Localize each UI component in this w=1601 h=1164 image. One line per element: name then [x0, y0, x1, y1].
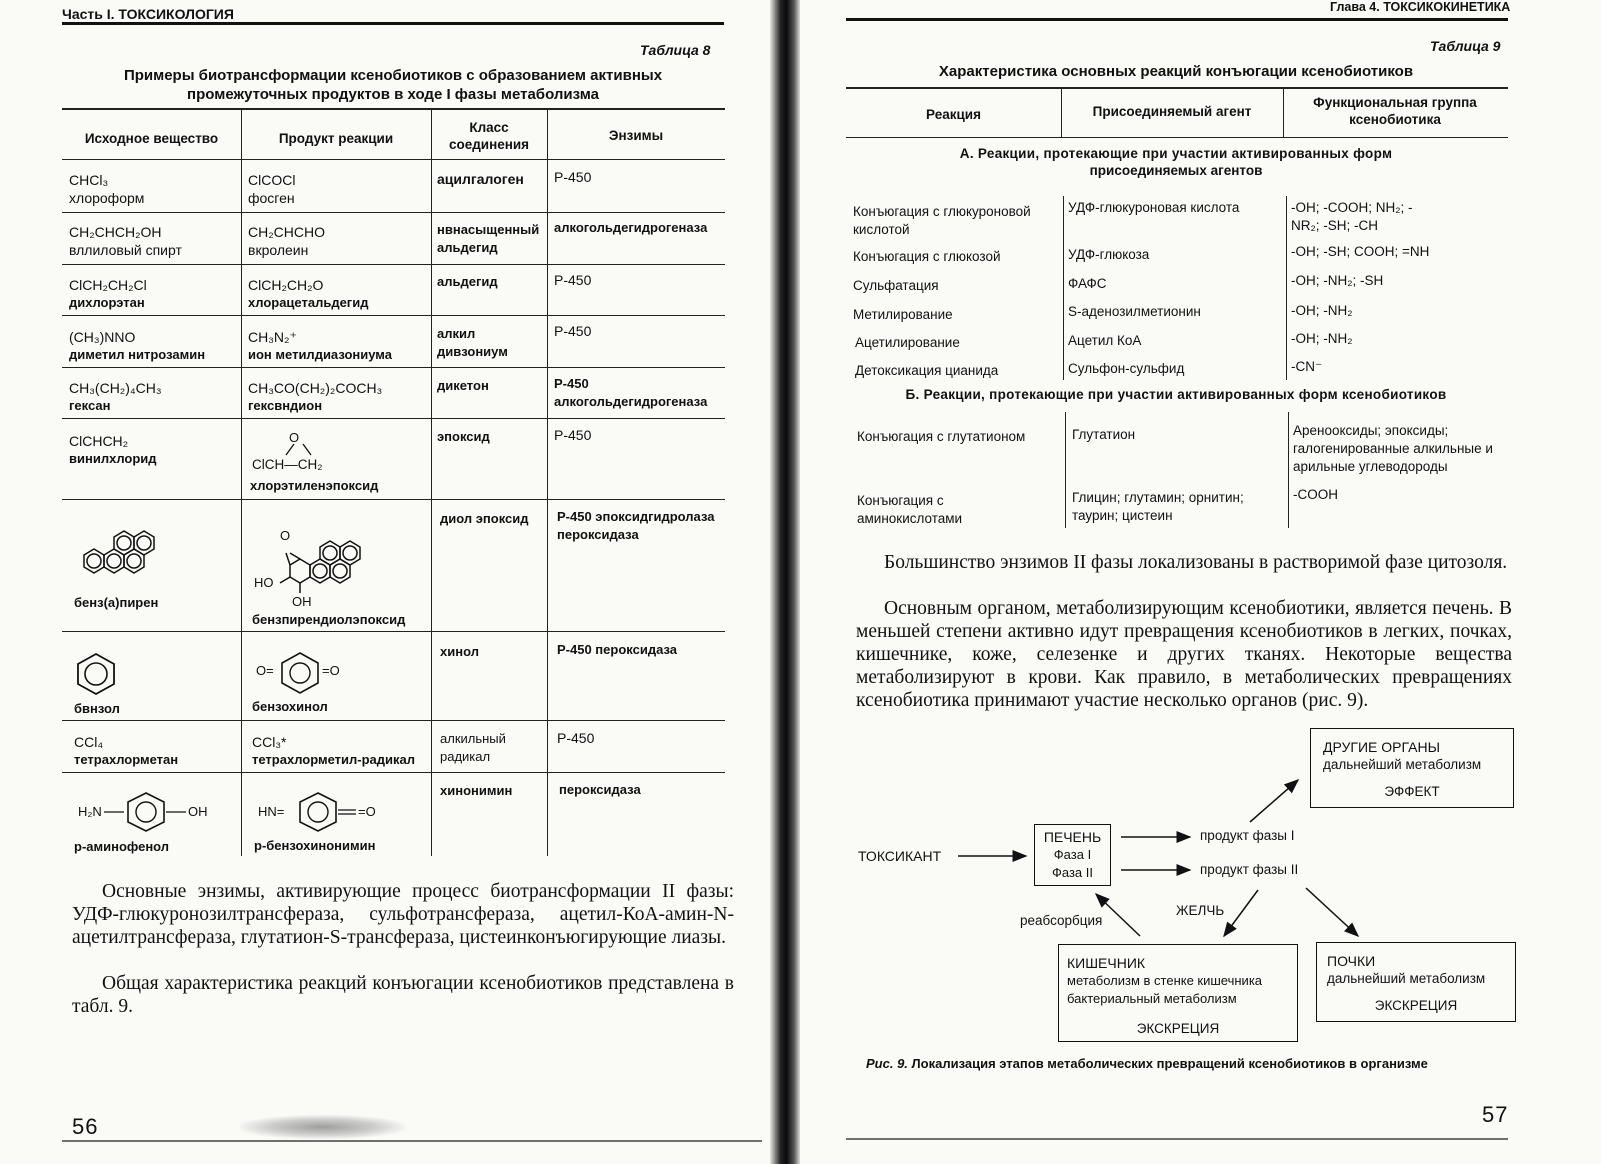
other-organs-metabolism: дальнейший метаболизм	[1323, 757, 1482, 772]
diolepoxide-ho: HO	[254, 575, 274, 590]
kidneys-box	[1316, 942, 1516, 1022]
figure-caption-text: Локализация этапов метаболических превращений ксенобиотиков в организме	[911, 1056, 1428, 1071]
source-formula: CH₂CHCH₂OH	[69, 224, 162, 240]
table9-title: Характеристика основных реакций конъюгации ксенобиотиков	[938, 63, 1414, 80]
intestine-box	[1058, 944, 1298, 1042]
section-b-title: Б. Реакции, протекающие при участии активированных форм ксенобиотиков	[905, 387, 1447, 402]
epoxide-oxygen: O	[289, 430, 300, 445]
product-name: хлорэтиленэпоксид	[250, 478, 379, 493]
enzyme-cell: P-450	[554, 427, 592, 443]
intestine-title: КИШЕЧНИК	[1067, 955, 1146, 971]
group-cell: Аренооксиды; эпоксиды; галогенированные алкильные и арильные углеводороды	[1293, 423, 1493, 474]
group-cell: -OH; -NH₂	[1291, 331, 1353, 346]
product-phase-2-label: продукт фазы II	[1200, 862, 1299, 877]
table9-header-agent: Присоединяемый агент	[1092, 104, 1252, 119]
product-formula: CH₃N₂⁺	[248, 329, 297, 345]
source-name: гексан	[69, 398, 111, 413]
left-running-head: Часть I. ТОКСИКОЛОГИЯ	[62, 6, 234, 22]
reaction-cell: Конъюгация с глюкуроновой кислотой	[853, 204, 1031, 237]
enzyme-cell: пероксидаза	[559, 782, 641, 797]
source-name: вллиловый спирт	[69, 242, 182, 258]
source-formula: CH₃(CH₂)₄CH₃	[69, 380, 162, 396]
group-cell: -COOH	[1293, 487, 1338, 502]
product-name: гексвндион	[248, 398, 323, 413]
reaction-cell: Метилирование	[853, 307, 953, 322]
intestine-bacterial-metabolism: бактериальный метаболизм	[1067, 991, 1237, 1006]
intestine-excretion: ЭКСКРЕЦИЯ	[1136, 1021, 1220, 1036]
bile-label: ЖЕЛЧЬ	[1176, 903, 1225, 918]
diolepoxide-oxygen: O	[280, 528, 291, 543]
group-cell: -OH; -COOH; NH₂; -NR₂; -SH; -CH	[1291, 200, 1413, 233]
class-cell: алкил дивзониум	[437, 326, 508, 359]
product-name: тетрахлорметил-радикал	[252, 752, 416, 767]
product-formula: CCl₃*	[252, 734, 287, 750]
source-formula: CCl₄	[74, 734, 104, 750]
product-phase-1-label: продукт фазы I	[1200, 828, 1295, 843]
agent-cell: ФАФС	[1068, 276, 1107, 291]
enzyme-cell: P-450	[557, 730, 595, 746]
class-cell: эпоксид	[437, 429, 490, 444]
reaction-cell: Конъюгация с аминокислотами	[857, 493, 963, 526]
aminophenol-oh: OH	[188, 804, 208, 819]
kidneys-title: ПОЧКИ	[1327, 953, 1376, 969]
reabsorption-label: реабсорбция	[1020, 913, 1103, 928]
quinone-o-left: O=	[256, 663, 274, 678]
figure-label: Рис. 9.	[866, 1056, 908, 1071]
agent-cell: УДФ-глюкуроновая кислота	[1068, 200, 1240, 215]
table8-header-enzymes: Энзимы	[608, 128, 664, 143]
kidneys-excretion: ЭКСКРЕЦИЯ	[1374, 998, 1458, 1013]
source-name: дихлорэтан	[69, 295, 145, 310]
agent-cell: Глицин; глутамин; орнитин; таурин; цистеин	[1072, 490, 1244, 523]
reaction-cell: Конъюгация с глюкозой	[853, 249, 1001, 264]
right-bottom-edge	[846, 1138, 1508, 1140]
other-organs-title: ДРУГИЕ ОРГАНЫ	[1323, 739, 1440, 755]
right-running-head: Глава 4. ТОКСИКОКИНЕТИКА	[1330, 0, 1511, 14]
table9-header-group: Функциональная группа ксенобиотика	[1313, 95, 1477, 127]
table9-number: Таблица 9	[1430, 38, 1501, 54]
reaction-cell: Ацетилирование	[855, 335, 960, 350]
reaction-cell: Детоксикация цианида	[855, 363, 999, 378]
source-name: бенз(а)пирен	[74, 595, 159, 610]
liver-phase-2: Фаза II	[1052, 865, 1093, 880]
quinonimine-hn: HN=	[258, 804, 285, 819]
liver-title: ПЕЧЕНЬ	[1043, 829, 1102, 845]
diolepoxide-oh: OH	[292, 594, 312, 609]
class-cell: диол эпоксид	[440, 511, 529, 526]
product-name: ион метилдиазониума	[248, 347, 392, 362]
class-cell: хинол	[440, 644, 479, 659]
table8-title-line2: промежуточных продуктов в ходе I фазы метаболизма	[187, 86, 599, 103]
enzyme-cell: P-450 алкогольдегидрогеназа	[554, 376, 708, 409]
section-a-title-line1: А. Реакции, протекающие при участии активированных форм	[959, 146, 1393, 161]
reaction-cell: Конъюгация с глутатионом	[857, 429, 1026, 444]
agent-cell: Ацетил КоА	[1068, 333, 1142, 348]
agent-cell: Глутатион	[1072, 427, 1136, 442]
group-cell: -OH; -NH₂	[1291, 303, 1353, 318]
product-formula: ClCH₂CH₂O	[248, 277, 324, 293]
product-name: p-бензохинонимин	[254, 838, 376, 853]
agent-cell: S-аденозилметионин	[1068, 304, 1201, 319]
enzyme-cell: P-450 эпоксидгидролаза пероксидаза	[557, 509, 715, 542]
intestine-wall-metabolism: метаболизм в стенке кишечника	[1067, 973, 1263, 988]
enzyme-cell: P-450	[554, 323, 592, 339]
product-name: хлорацетальдегид	[248, 295, 369, 310]
toxicant-label: ТОКСИКАНТ	[858, 848, 942, 864]
table8-header-source: Исходное вещество	[84, 131, 219, 146]
class-cell: альдегид	[437, 274, 498, 289]
reaction-cell: Сульфатация	[853, 278, 939, 293]
source-name: винилхлорид	[69, 451, 157, 466]
table8-header-class: Класс соединения	[448, 120, 530, 152]
product-formula: ClCOCl	[248, 172, 296, 188]
source-name: хлороформ	[69, 190, 145, 206]
left-paragraph-1: Основные энзимы, активирующие процесс биотрансформации II фазы: УДФ-глюкуронозилтрансфераза, сульфотрансфераза, ацетил-КоА-амин-N-ацетилтрансфераза, глутатион-S-трансфераза, цистеинконъюгирующие лиазы.	[72, 881, 734, 948]
liver-phase-1: Фаза I	[1053, 847, 1092, 862]
figure-caption	[866, 1056, 1428, 1071]
source-name: бвнзол	[74, 701, 120, 716]
table9-header-reaction: Реакция	[926, 107, 981, 122]
table8-header-product: Продукт реакции	[278, 131, 394, 146]
enzyme-cell: P-450	[554, 169, 592, 185]
epoxide-formula: ClCH—CH₂	[252, 457, 323, 472]
source-formula: ClCHCH₂	[69, 433, 129, 449]
enzyme-cell: алкогольдегидрогеназа	[554, 220, 708, 235]
agent-cell: УДФ-глюкоза	[1068, 247, 1150, 262]
source-name: p-аминофенол	[74, 839, 170, 854]
right-paragraph-1: Большинство энзимов II фазы локализованы в растворимой фазе цитозоля.	[884, 552, 1508, 573]
class-cell: нвнасыщенный альдегид	[437, 222, 540, 255]
class-cell: хинонимин	[440, 783, 513, 798]
source-formula: (CH₃)NNO	[69, 329, 136, 345]
source-formula: ClCH₂CH₂Cl	[69, 277, 147, 293]
enzyme-cell: P-450	[554, 272, 592, 288]
class-cell: ацилгалоген	[437, 171, 524, 187]
agent-cell: Сульфон-сульфид	[1068, 361, 1185, 376]
group-cell: -OH; -NH₂; -SH	[1291, 273, 1384, 288]
kidneys-metabolism: дальнейший метаболизм	[1327, 971, 1486, 986]
product-name: бензпирендиолэпоксид	[252, 612, 406, 627]
source-name: диметил нитрозамин	[69, 347, 206, 362]
section-a-title-line2: присоединяемых агентов	[1089, 163, 1263, 178]
class-cell: дикетон	[437, 378, 489, 393]
source-formula: CHCl₃	[69, 172, 109, 188]
table8-number: Таблица 8	[640, 42, 711, 58]
left-paragraph-2: Общая характеристика реакций конъюгации ксенобиотиков представлена в табл. 9.	[72, 973, 734, 1017]
group-cell: -CN⁻	[1291, 359, 1323, 374]
quinonimine-o: =O	[358, 804, 376, 819]
class-cell: алкильный радикал	[440, 731, 506, 764]
aminophenol-h2n: H₂N	[78, 804, 102, 819]
other-organs-effect: ЭФФЕКТ	[1384, 784, 1440, 799]
product-name: бензохинол	[252, 699, 328, 714]
liver-box	[1034, 824, 1111, 886]
table8-title-line1: Примеры биотрансформации ксенобиотиков с образованием активных	[123, 67, 663, 84]
other-organs-box	[1310, 728, 1514, 808]
product-formula: CH₃CO(CH₂)₂COCH₃	[248, 380, 383, 396]
right-paragraph-2: Основным органом, метаболизирующим ксенобиотики, является печень. В меньшей степени активно идут превращения ксенобиотиков в легких, почках, кишечнике, коже, селезенке и других тканях. Некоторые вещества метаболизируют в крови. Как правило, в метаболических превращениях ксенобиотика принимают участие несколько органов (рис. 9).	[856, 598, 1512, 711]
right-page-number: 57	[1482, 1102, 1509, 1127]
product-name: фосген	[248, 190, 295, 206]
quinone-o-right: =O	[322, 663, 340, 678]
source-name: тетрахлорметан	[74, 752, 179, 767]
group-cell: -OH; -SH; COOH; =NH	[1291, 244, 1430, 259]
product-name: вкролеин	[248, 242, 309, 258]
enzyme-cell: P-450 пероксидаза	[557, 642, 677, 657]
product-formula: CH₂CHCHO	[248, 224, 325, 240]
left-page-number: 56	[72, 1114, 99, 1139]
